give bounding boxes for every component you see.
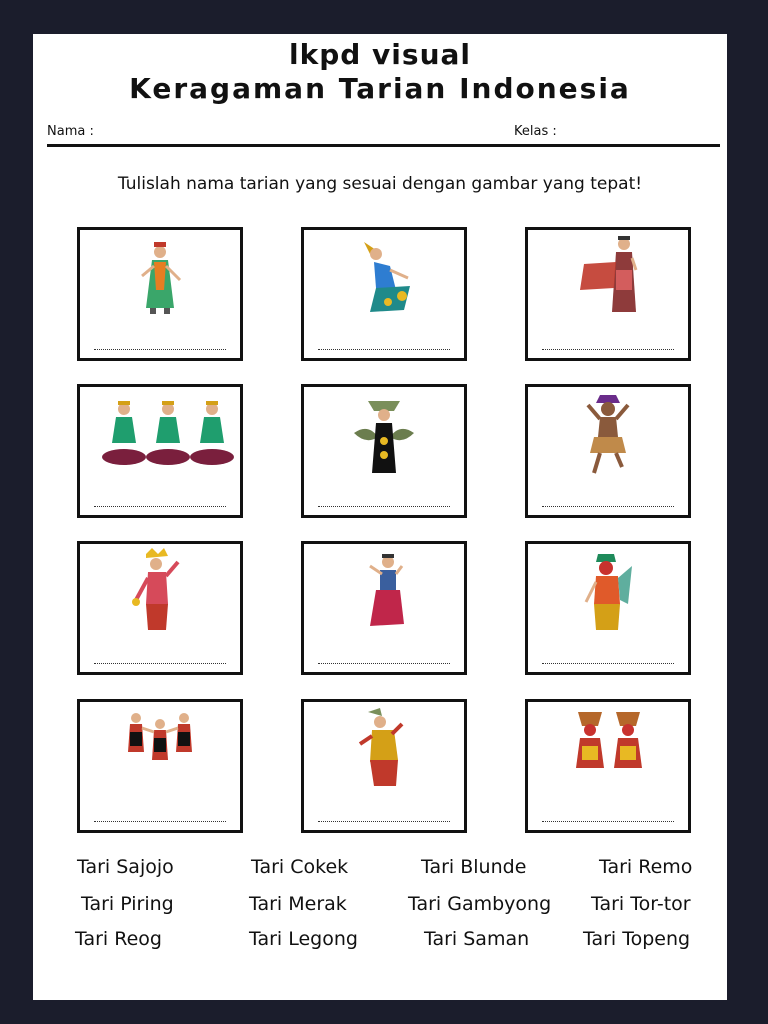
dancer-ornate-icon [304,702,464,830]
answer-line[interactable] [542,349,674,350]
dance-card-4 [77,384,243,518]
name-label: Nama : [47,124,94,139]
word-bank-item: Tari Reog [75,928,162,950]
dance-card-1 [77,227,243,361]
group-dancers-icon [80,702,240,830]
answer-line[interactable] [542,663,674,664]
answer-line[interactable] [318,821,450,822]
papuan-dancer-icon [528,387,688,515]
dance-card-12 [525,699,691,833]
dance-card-10 [77,699,243,833]
dancer-red-green-icon [80,230,240,358]
answer-line[interactable] [542,821,674,822]
dancer-crown-red-icon [80,544,240,672]
dance-card-2 [301,227,467,361]
worksheet [33,34,727,1000]
class-label: Kelas : [514,124,557,139]
dance-card-11 [301,699,467,833]
word-bank-item: Tari Piring [81,893,174,915]
word-bank-item: Tari Merak [249,893,347,915]
word-bank-item: Tari Topeng [583,928,691,950]
instruction-text: Tulislah nama tarian yang sesuai dengan gambar yang tepat! [117,174,643,194]
masked-dancer-icon [528,544,688,672]
word-bank-item: Tari Sajojo [77,856,174,878]
answer-line[interactable] [318,506,450,507]
dancer-red-skirt-icon [304,544,464,672]
answer-line[interactable] [94,349,226,350]
answer-line[interactable] [94,506,226,507]
word-bank-item: Tari Legong [249,928,358,950]
peacock-fan-dancer-icon [304,387,464,515]
dance-card-7 [77,541,243,675]
dance-card-9 [525,541,691,675]
answer-line[interactable] [94,821,226,822]
dancer-peacock-blue-icon [304,230,464,358]
answer-line[interactable] [94,663,226,664]
dance-card-8 [301,541,467,675]
answer-line[interactable] [318,663,450,664]
reog-dancers-icon [528,702,688,830]
answer-line[interactable] [542,506,674,507]
dance-card-3 [525,227,691,361]
word-bank-item: Tari Remo [599,856,693,878]
word-bank-item: Tari Gambyong [408,893,552,915]
word-bank-item: Tari Cokek [251,856,349,878]
dance-card-5 [301,384,467,518]
header-divider [47,144,720,147]
worksheet-title: lkpd visual [289,38,471,71]
seated-dancers-icon [80,387,240,515]
dancer-sash-icon [528,230,688,358]
answer-line[interactable] [318,349,450,350]
worksheet-subtitle: Keragaman Tarian Indonesia [129,72,631,105]
word-bank-item: Tari Tor-tor [591,893,691,915]
dance-card-6 [525,384,691,518]
word-bank-item: Tari Saman [424,928,530,950]
word-bank-item: Tari Blunde [421,856,527,878]
